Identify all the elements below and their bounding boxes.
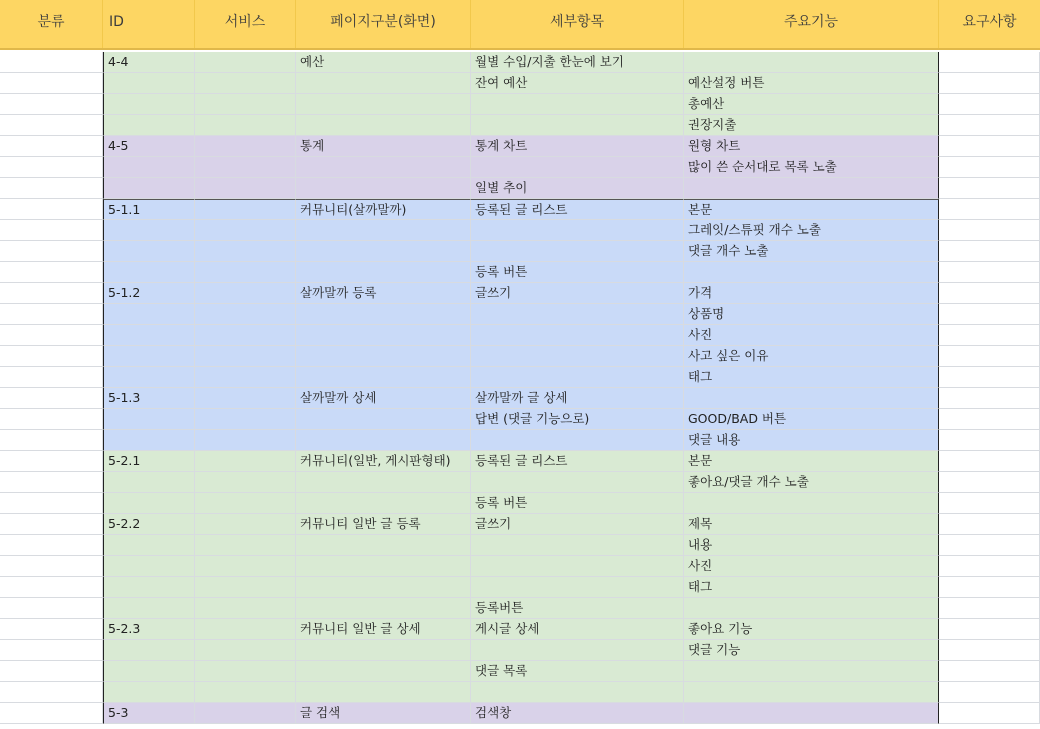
- category-cell[interactable]: [0, 451, 103, 472]
- id-cell[interactable]: 5-3: [103, 703, 195, 724]
- requirements-cell[interactable]: [939, 556, 1040, 577]
- requirements-cell[interactable]: [939, 472, 1040, 493]
- page-cell[interactable]: 커뮤니티 일반 글 등록: [296, 514, 471, 535]
- requirements-cell[interactable]: [939, 451, 1040, 472]
- table-row: [0, 241, 1040, 262]
- detail-cell[interactable]: 일별 추이: [471, 178, 684, 199]
- table-row: [0, 493, 1040, 514]
- feature-cell[interactable]: 권장지출: [684, 115, 939, 136]
- feature-cell[interactable]: 가격: [684, 283, 939, 304]
- detail-cell[interactable]: [471, 577, 684, 598]
- id-cell[interactable]: [103, 577, 195, 598]
- category-cell[interactable]: [0, 430, 103, 451]
- table-row: [0, 472, 1040, 493]
- feature-cell[interactable]: 댓글 기능: [684, 640, 939, 661]
- feature-cell[interactable]: 좋아요 기능: [684, 619, 939, 640]
- feature-cell[interactable]: [684, 682, 939, 703]
- id-cell[interactable]: [103, 73, 195, 94]
- header-detail[interactable]: 세부항목: [471, 0, 684, 48]
- id-cell[interactable]: [103, 178, 195, 199]
- id-cell[interactable]: [103, 367, 195, 388]
- service-cell[interactable]: [195, 157, 296, 178]
- service-cell[interactable]: [195, 577, 296, 598]
- requirements-cell[interactable]: [939, 136, 1040, 157]
- requirements-cell[interactable]: [939, 304, 1040, 325]
- id-cell[interactable]: [103, 598, 195, 619]
- requirements-cell[interactable]: [939, 220, 1040, 241]
- requirements-cell[interactable]: [939, 346, 1040, 367]
- requirements-cell[interactable]: [939, 115, 1040, 136]
- id-cell[interactable]: 4-5: [103, 136, 195, 157]
- detail-cell[interactable]: 잔여 예산: [471, 73, 684, 94]
- header-row: [0, 0, 1040, 50]
- service-cell[interactable]: [195, 115, 296, 136]
- table-row: [0, 409, 1040, 430]
- service-cell[interactable]: [195, 493, 296, 514]
- table-row: [0, 388, 1040, 409]
- page-cell[interactable]: [296, 115, 471, 136]
- service-cell[interactable]: [195, 682, 296, 703]
- page-cell[interactable]: [296, 262, 471, 283]
- table-row: [0, 157, 1040, 178]
- category-cell[interactable]: [0, 493, 103, 514]
- category-cell[interactable]: [0, 115, 103, 136]
- header-requirements[interactable]: 요구사항: [962, 14, 1017, 30]
- feature-cell[interactable]: 좋아요/댓글 개수 노출: [684, 472, 939, 493]
- page-cell[interactable]: 살까말까 상세: [296, 388, 471, 409]
- id-cell[interactable]: [103, 262, 195, 283]
- detail-cell[interactable]: 등록 버튼: [471, 262, 684, 283]
- category-cell[interactable]: [0, 220, 103, 241]
- feature-cell[interactable]: [684, 493, 939, 514]
- table-row: [0, 94, 1040, 115]
- page-cell[interactable]: [296, 241, 471, 262]
- service-cell[interactable]: [195, 346, 296, 367]
- requirements-cell[interactable]: [939, 73, 1040, 94]
- requirements-cell[interactable]: [939, 178, 1040, 199]
- detail-cell[interactable]: [471, 556, 684, 577]
- page-cell[interactable]: [296, 535, 471, 556]
- id-cell[interactable]: [103, 472, 195, 493]
- detail-cell[interactable]: [471, 682, 684, 703]
- feature-cell[interactable]: 태그: [684, 577, 939, 598]
- category-cell[interactable]: [0, 703, 103, 724]
- page-cell[interactable]: [296, 94, 471, 115]
- page-cell[interactable]: [296, 304, 471, 325]
- id-cell[interactable]: [103, 409, 195, 430]
- feature-cell[interactable]: [684, 388, 939, 409]
- id-cell[interactable]: [103, 157, 195, 178]
- service-cell[interactable]: [195, 94, 296, 115]
- id-cell[interactable]: [103, 556, 195, 577]
- page-cell[interactable]: [296, 682, 471, 703]
- requirements-cell[interactable]: [939, 199, 1040, 220]
- id-cell[interactable]: [103, 535, 195, 556]
- service-cell[interactable]: [195, 661, 296, 682]
- feature-cell[interactable]: 많이 쓴 순서대로 목록 노출: [684, 157, 939, 178]
- table-row: [0, 262, 1040, 283]
- service-cell[interactable]: [195, 619, 296, 640]
- id-cell[interactable]: [103, 94, 195, 115]
- service-cell[interactable]: [195, 199, 296, 220]
- category-cell[interactable]: [0, 409, 103, 430]
- table-row: [0, 52, 1040, 73]
- category-cell[interactable]: [0, 136, 103, 157]
- service-cell[interactable]: [195, 73, 296, 94]
- table-row: [0, 220, 1040, 241]
- detail-cell[interactable]: [471, 346, 684, 367]
- category-cell[interactable]: [0, 52, 103, 73]
- id-cell[interactable]: 5-2.3: [103, 619, 195, 640]
- service-cell[interactable]: [195, 220, 296, 241]
- category-cell[interactable]: [0, 682, 103, 703]
- detail-cell[interactable]: 등록된 글 리스트: [471, 451, 684, 472]
- table-body: [0, 52, 1040, 724]
- page-cell[interactable]: [296, 367, 471, 388]
- page-cell[interactable]: 글 검색: [296, 703, 471, 724]
- detail-cell[interactable]: [471, 115, 684, 136]
- table-row: [0, 661, 1040, 682]
- requirements-cell[interactable]: [939, 640, 1040, 661]
- detail-cell[interactable]: 월별 수입/지출 한눈에 보기: [471, 52, 684, 73]
- detail-cell[interactable]: [471, 220, 684, 241]
- requirements-cell[interactable]: [939, 409, 1040, 430]
- service-cell[interactable]: [195, 388, 296, 409]
- page-cell[interactable]: [296, 220, 471, 241]
- requirements-cell[interactable]: [939, 283, 1040, 304]
- table-row: [0, 640, 1040, 661]
- category-cell[interactable]: [0, 535, 103, 556]
- service-cell[interactable]: [195, 52, 296, 73]
- detail-cell[interactable]: 등록 버튼: [471, 493, 684, 514]
- id-cell[interactable]: 5-1.1: [103, 199, 195, 220]
- table-row: [0, 283, 1040, 304]
- requirements-cell[interactable]: [939, 661, 1040, 682]
- feature-cell[interactable]: 사진: [684, 556, 939, 577]
- service-cell[interactable]: [195, 325, 296, 346]
- feature-cell[interactable]: [684, 598, 939, 619]
- table-row: [0, 535, 1040, 556]
- id-cell[interactable]: [103, 115, 195, 136]
- requirements-cell[interactable]: [939, 94, 1040, 115]
- service-cell[interactable]: [195, 451, 296, 472]
- detail-cell[interactable]: 답변 (댓글 기능으로): [471, 409, 684, 430]
- page-cell[interactable]: 통계: [296, 136, 471, 157]
- id-cell[interactable]: 5-1.3: [103, 388, 195, 409]
- feature-cell[interactable]: 내용: [684, 535, 939, 556]
- id-cell[interactable]: 5-1.2: [103, 283, 195, 304]
- table-row: [0, 430, 1040, 451]
- feature-cell[interactable]: [684, 262, 939, 283]
- service-cell[interactable]: [195, 262, 296, 283]
- page-cell[interactable]: 예산: [296, 52, 471, 73]
- feature-cell[interactable]: 댓글 내용: [684, 430, 939, 451]
- requirements-cell[interactable]: [939, 262, 1040, 283]
- service-cell[interactable]: [195, 556, 296, 577]
- page-cell[interactable]: [296, 178, 471, 199]
- category-cell[interactable]: [0, 73, 103, 94]
- header-service[interactable]: 서비스: [195, 0, 296, 48]
- detail-cell[interactable]: [471, 325, 684, 346]
- id-cell[interactable]: [103, 346, 195, 367]
- table-row: [0, 325, 1040, 346]
- page-cell[interactable]: 커뮤니티(살까말까): [296, 199, 471, 220]
- category-cell[interactable]: [0, 661, 103, 682]
- page-cell[interactable]: [296, 73, 471, 94]
- detail-cell[interactable]: 검색창: [471, 703, 684, 724]
- detail-cell[interactable]: [471, 640, 684, 661]
- page-cell[interactable]: [296, 325, 471, 346]
- requirements-cell[interactable]: [939, 703, 1040, 724]
- id-cell[interactable]: 5-2.2: [103, 514, 195, 535]
- table-row: [0, 703, 1040, 724]
- service-cell[interactable]: [195, 136, 296, 157]
- requirements-cell[interactable]: [939, 241, 1040, 262]
- category-cell[interactable]: [0, 283, 103, 304]
- feature-cell[interactable]: 사고 싶은 이유: [684, 346, 939, 367]
- category-cell[interactable]: [0, 598, 103, 619]
- feature-cell[interactable]: [684, 703, 939, 724]
- detail-cell[interactable]: 통계 차트: [471, 136, 684, 157]
- table-row: [0, 367, 1040, 388]
- service-cell[interactable]: [195, 640, 296, 661]
- id-cell[interactable]: [103, 640, 195, 661]
- service-cell[interactable]: [195, 598, 296, 619]
- header-feature[interactable]: 주요기능: [684, 0, 939, 48]
- page-cell[interactable]: [296, 493, 471, 514]
- requirements-cell[interactable]: [939, 619, 1040, 640]
- page-cell[interactable]: [296, 346, 471, 367]
- service-cell[interactable]: [195, 409, 296, 430]
- category-cell[interactable]: [0, 640, 103, 661]
- service-cell[interactable]: [195, 304, 296, 325]
- feature-cell[interactable]: 본문: [684, 451, 939, 472]
- table-row: [0, 115, 1040, 136]
- page-cell[interactable]: [296, 661, 471, 682]
- detail-cell[interactable]: [471, 157, 684, 178]
- table-row: [0, 619, 1040, 640]
- requirements-cell[interactable]: [939, 430, 1040, 451]
- detail-cell[interactable]: [471, 430, 684, 451]
- detail-cell[interactable]: 등록버튼: [471, 598, 684, 619]
- detail-cell[interactable]: [471, 304, 684, 325]
- table-row: [0, 682, 1040, 703]
- page-cell[interactable]: [296, 640, 471, 661]
- service-cell[interactable]: [195, 283, 296, 304]
- category-cell[interactable]: [0, 241, 103, 262]
- id-cell[interactable]: [103, 493, 195, 514]
- category-cell[interactable]: [0, 514, 103, 535]
- service-cell[interactable]: [195, 430, 296, 451]
- service-cell[interactable]: [195, 535, 296, 556]
- detail-cell[interactable]: 글쓰기: [471, 514, 684, 535]
- detail-cell[interactable]: [471, 367, 684, 388]
- detail-cell[interactable]: 살까말까 글 상세: [471, 388, 684, 409]
- requirements-cell[interactable]: [939, 157, 1040, 178]
- page-cell[interactable]: 살까말까 등록: [296, 283, 471, 304]
- detail-cell[interactable]: 게시글 상세: [471, 619, 684, 640]
- requirements-cell[interactable]: [939, 682, 1040, 703]
- feature-cell[interactable]: [684, 661, 939, 682]
- category-cell[interactable]: [0, 304, 103, 325]
- service-cell[interactable]: [195, 703, 296, 724]
- feature-cell[interactable]: 그레잇/스튜핏 개수 노출: [684, 220, 939, 241]
- id-cell[interactable]: [103, 304, 195, 325]
- requirements-cell[interactable]: [939, 598, 1040, 619]
- feature-cell[interactable]: 제목: [684, 514, 939, 535]
- header-page[interactable]: 페이지구분(화면): [296, 0, 471, 48]
- detail-cell[interactable]: [471, 535, 684, 556]
- id-cell[interactable]: [103, 430, 195, 451]
- detail-cell[interactable]: [471, 472, 684, 493]
- id-cell[interactable]: [103, 220, 195, 241]
- requirements-cell[interactable]: [939, 493, 1040, 514]
- category-cell[interactable]: [0, 472, 103, 493]
- table-row: [0, 514, 1040, 535]
- table-row: [0, 577, 1040, 598]
- table-row: [0, 346, 1040, 367]
- feature-cell[interactable]: 원형 차트: [684, 136, 939, 157]
- service-cell[interactable]: [195, 241, 296, 262]
- id-cell[interactable]: 4-4: [103, 52, 195, 73]
- page-cell[interactable]: [296, 556, 471, 577]
- service-cell[interactable]: [195, 472, 296, 493]
- id-cell[interactable]: [103, 241, 195, 262]
- table-row: [0, 178, 1040, 199]
- page-cell[interactable]: [296, 409, 471, 430]
- category-cell[interactable]: [0, 157, 103, 178]
- detail-cell[interactable]: [471, 94, 684, 115]
- feature-cell[interactable]: GOOD/BAD 버튼: [684, 409, 939, 430]
- page-cell[interactable]: [296, 577, 471, 598]
- service-cell[interactable]: [195, 178, 296, 199]
- requirements-cell[interactable]: [939, 367, 1040, 388]
- category-cell[interactable]: [0, 367, 103, 388]
- requirements-cell[interactable]: [939, 388, 1040, 409]
- table-row: [0, 199, 1040, 220]
- feature-cell[interactable]: 사진: [684, 325, 939, 346]
- page-cell[interactable]: [296, 472, 471, 493]
- table-row: [0, 451, 1040, 472]
- category-cell[interactable]: [0, 556, 103, 577]
- feature-cell[interactable]: 예산설정 버튼: [684, 73, 939, 94]
- page-cell[interactable]: [296, 430, 471, 451]
- requirements-cell[interactable]: [939, 535, 1040, 556]
- feature-cell[interactable]: 본문: [684, 199, 939, 220]
- category-cell[interactable]: [0, 346, 103, 367]
- requirements-cell[interactable]: [939, 52, 1040, 73]
- category-cell[interactable]: [0, 619, 103, 640]
- page-cell[interactable]: 커뮤니티(일반, 게시판형태): [296, 451, 471, 472]
- id-cell[interactable]: [103, 661, 195, 682]
- category-cell[interactable]: [0, 325, 103, 346]
- category-cell[interactable]: [0, 94, 103, 115]
- category-cell[interactable]: [0, 577, 103, 598]
- service-cell[interactable]: [195, 514, 296, 535]
- table-row: [0, 304, 1040, 325]
- id-cell[interactable]: [103, 325, 195, 346]
- feature-cell[interactable]: 태그: [684, 367, 939, 388]
- feature-cell[interactable]: [684, 52, 939, 73]
- id-cell[interactable]: [103, 682, 195, 703]
- header-id[interactable]: ID: [103, 0, 195, 48]
- id-cell[interactable]: 5-2.1: [103, 451, 195, 472]
- table-row: [0, 73, 1040, 94]
- feature-cell[interactable]: [684, 178, 939, 199]
- requirements-cell[interactable]: [939, 325, 1040, 346]
- service-cell[interactable]: [195, 367, 296, 388]
- feature-cell[interactable]: 상품명: [684, 304, 939, 325]
- category-cell[interactable]: [0, 262, 103, 283]
- feature-cell[interactable]: 총예산: [684, 94, 939, 115]
- detail-cell[interactable]: 글쓰기: [471, 283, 684, 304]
- header-category[interactable]: 분류: [0, 0, 103, 48]
- detail-cell[interactable]: [471, 241, 684, 262]
- page-cell[interactable]: [296, 598, 471, 619]
- requirements-cell[interactable]: [939, 514, 1040, 535]
- category-cell[interactable]: [0, 199, 103, 220]
- category-cell[interactable]: [0, 388, 103, 409]
- page-cell[interactable]: 커뮤니티 일반 글 상세: [296, 619, 471, 640]
- table-row: [0, 556, 1040, 577]
- feature-cell[interactable]: 댓글 개수 노출: [684, 241, 939, 262]
- table-row: [0, 598, 1040, 619]
- page-cell[interactable]: [296, 157, 471, 178]
- requirements-cell[interactable]: [939, 577, 1040, 598]
- table-row: [0, 136, 1040, 157]
- detail-cell[interactable]: 등록된 글 리스트: [471, 199, 684, 220]
- detail-cell[interactable]: 댓글 목록: [471, 661, 684, 682]
- category-cell[interactable]: [0, 178, 103, 199]
